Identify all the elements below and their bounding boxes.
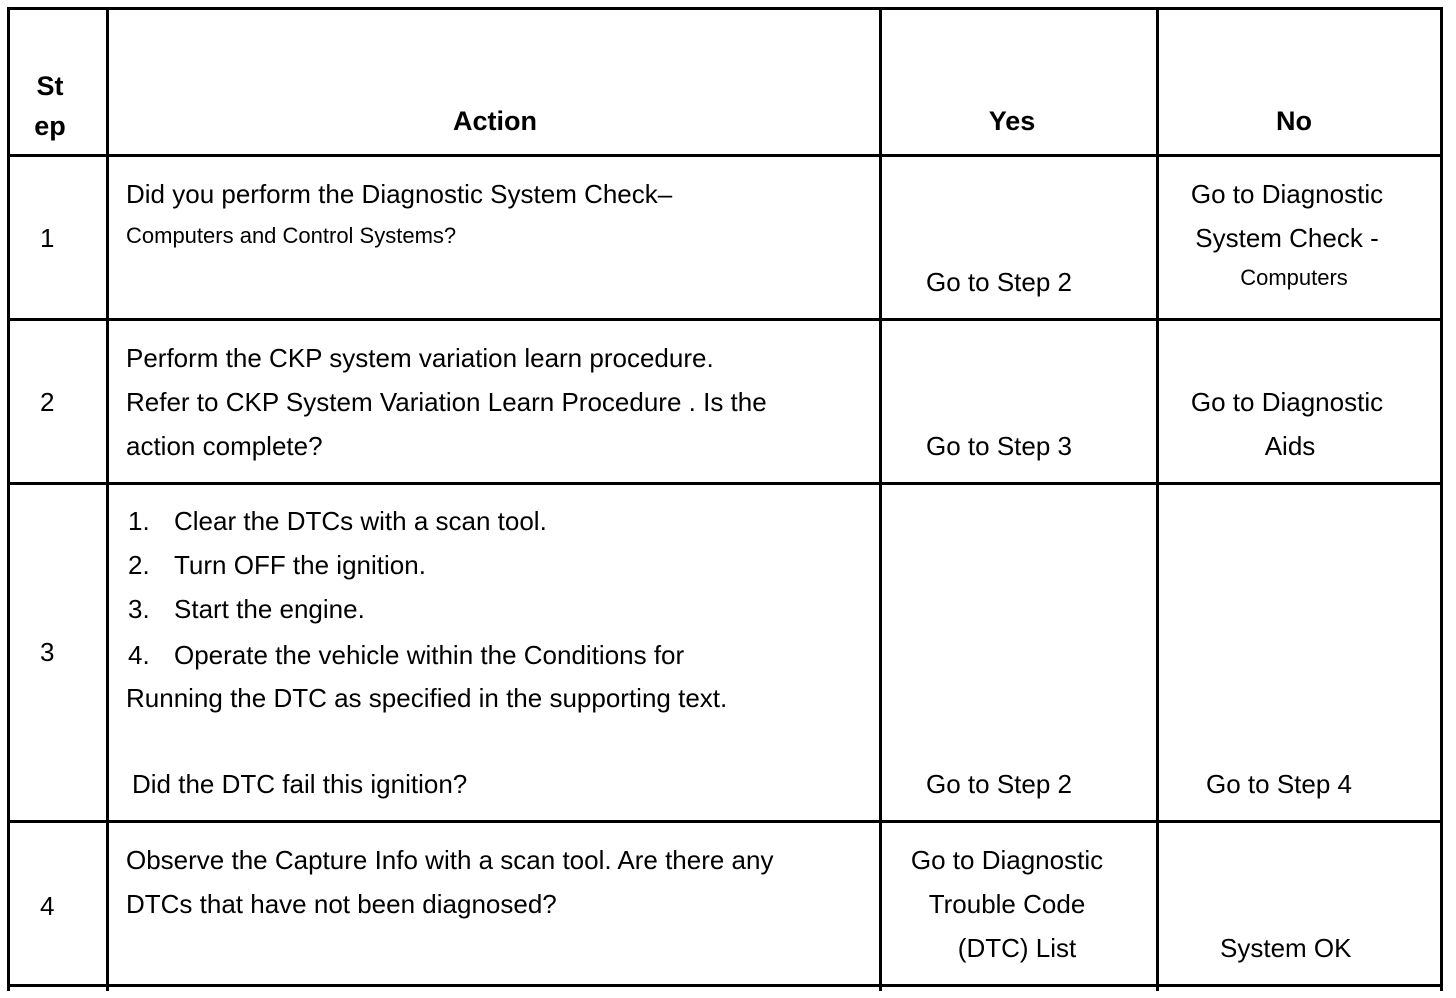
- row3-step: 3: [40, 637, 55, 667]
- header-step-line1: St: [36, 71, 64, 101]
- row3-list-item-3: [128, 594, 365, 625]
- row-divider-header: [7, 154, 1443, 157]
- list-text: Turn OFF the ignition.: [174, 550, 426, 580]
- row4-yes-line1: Go to Diagnostic: [910, 845, 1104, 875]
- row1-step: 1: [40, 223, 55, 253]
- header-yes: Yes: [988, 106, 1036, 136]
- row3-list-item-1: [128, 506, 547, 537]
- row3-yes: Go to Step 2: [926, 769, 1072, 799]
- row4-yes-line2: Trouble Code: [928, 889, 1086, 919]
- row4-yes-line3: (DTC) List: [957, 933, 1077, 963]
- row3-list-item-2: [128, 550, 426, 581]
- row2-action-line3: action complete?: [126, 431, 323, 461]
- row4-step: 4: [40, 891, 55, 921]
- table-border-top: [7, 7, 1443, 10]
- row4-action-line2: DTCs that have not been diagnosed?: [126, 889, 557, 919]
- list-number: 3.: [128, 594, 150, 624]
- row2-no-line2: Aids: [1264, 431, 1316, 461]
- row3-action-continuation: Running the DTC as specified in the supporting text.: [126, 683, 728, 713]
- header-step: [10, 66, 90, 146]
- row-divider-4: [7, 984, 1443, 987]
- list-number: 4.: [128, 640, 150, 670]
- list-text: Clear the DTCs with a scan tool.: [174, 506, 547, 536]
- row1-action-line1: Did you perform the Diagnostic System Check–: [126, 179, 673, 209]
- row4-action-line1: Observe the Capture Info with a scan tool. Are there any: [126, 845, 774, 875]
- list-text: Operate the vehicle within the Conditions for: [174, 640, 685, 670]
- list-number: 2.: [128, 550, 150, 580]
- row1-yes: Go to Step 2: [926, 267, 1072, 297]
- row2-no-line1: Go to Diagnostic: [1190, 387, 1384, 417]
- row2-step: 2: [40, 387, 55, 417]
- header-no: No: [1276, 106, 1312, 136]
- row1-no-line3: Computers: [1240, 265, 1348, 290]
- row2-yes: Go to Step 3: [926, 431, 1072, 461]
- list-text: Start the engine.: [174, 594, 365, 624]
- header-step-line2: ep: [34, 111, 66, 141]
- row2-action-line2: Refer to CKP System Variation Learn Procedure . Is the: [126, 387, 767, 417]
- row3-list-item-4: [128, 640, 684, 671]
- row-divider-3: [7, 820, 1443, 823]
- list-number: 1.: [128, 506, 150, 536]
- row1-no-line2: System Check -: [1195, 223, 1379, 253]
- row1-no-line1: Go to Diagnostic: [1190, 179, 1384, 209]
- row3-no: Go to Step 4: [1206, 769, 1352, 799]
- row3-question: Did the DTC fail this ignition?: [132, 769, 468, 799]
- header-action: Action: [453, 106, 537, 136]
- row-divider-1: [7, 318, 1443, 321]
- row1-action-line2: Computers and Control Systems?: [126, 223, 457, 248]
- row2-action-line1: Perform the CKP system variation learn procedure.: [126, 343, 714, 373]
- row-divider-2: [7, 482, 1443, 485]
- row4-no: System OK: [1220, 933, 1352, 963]
